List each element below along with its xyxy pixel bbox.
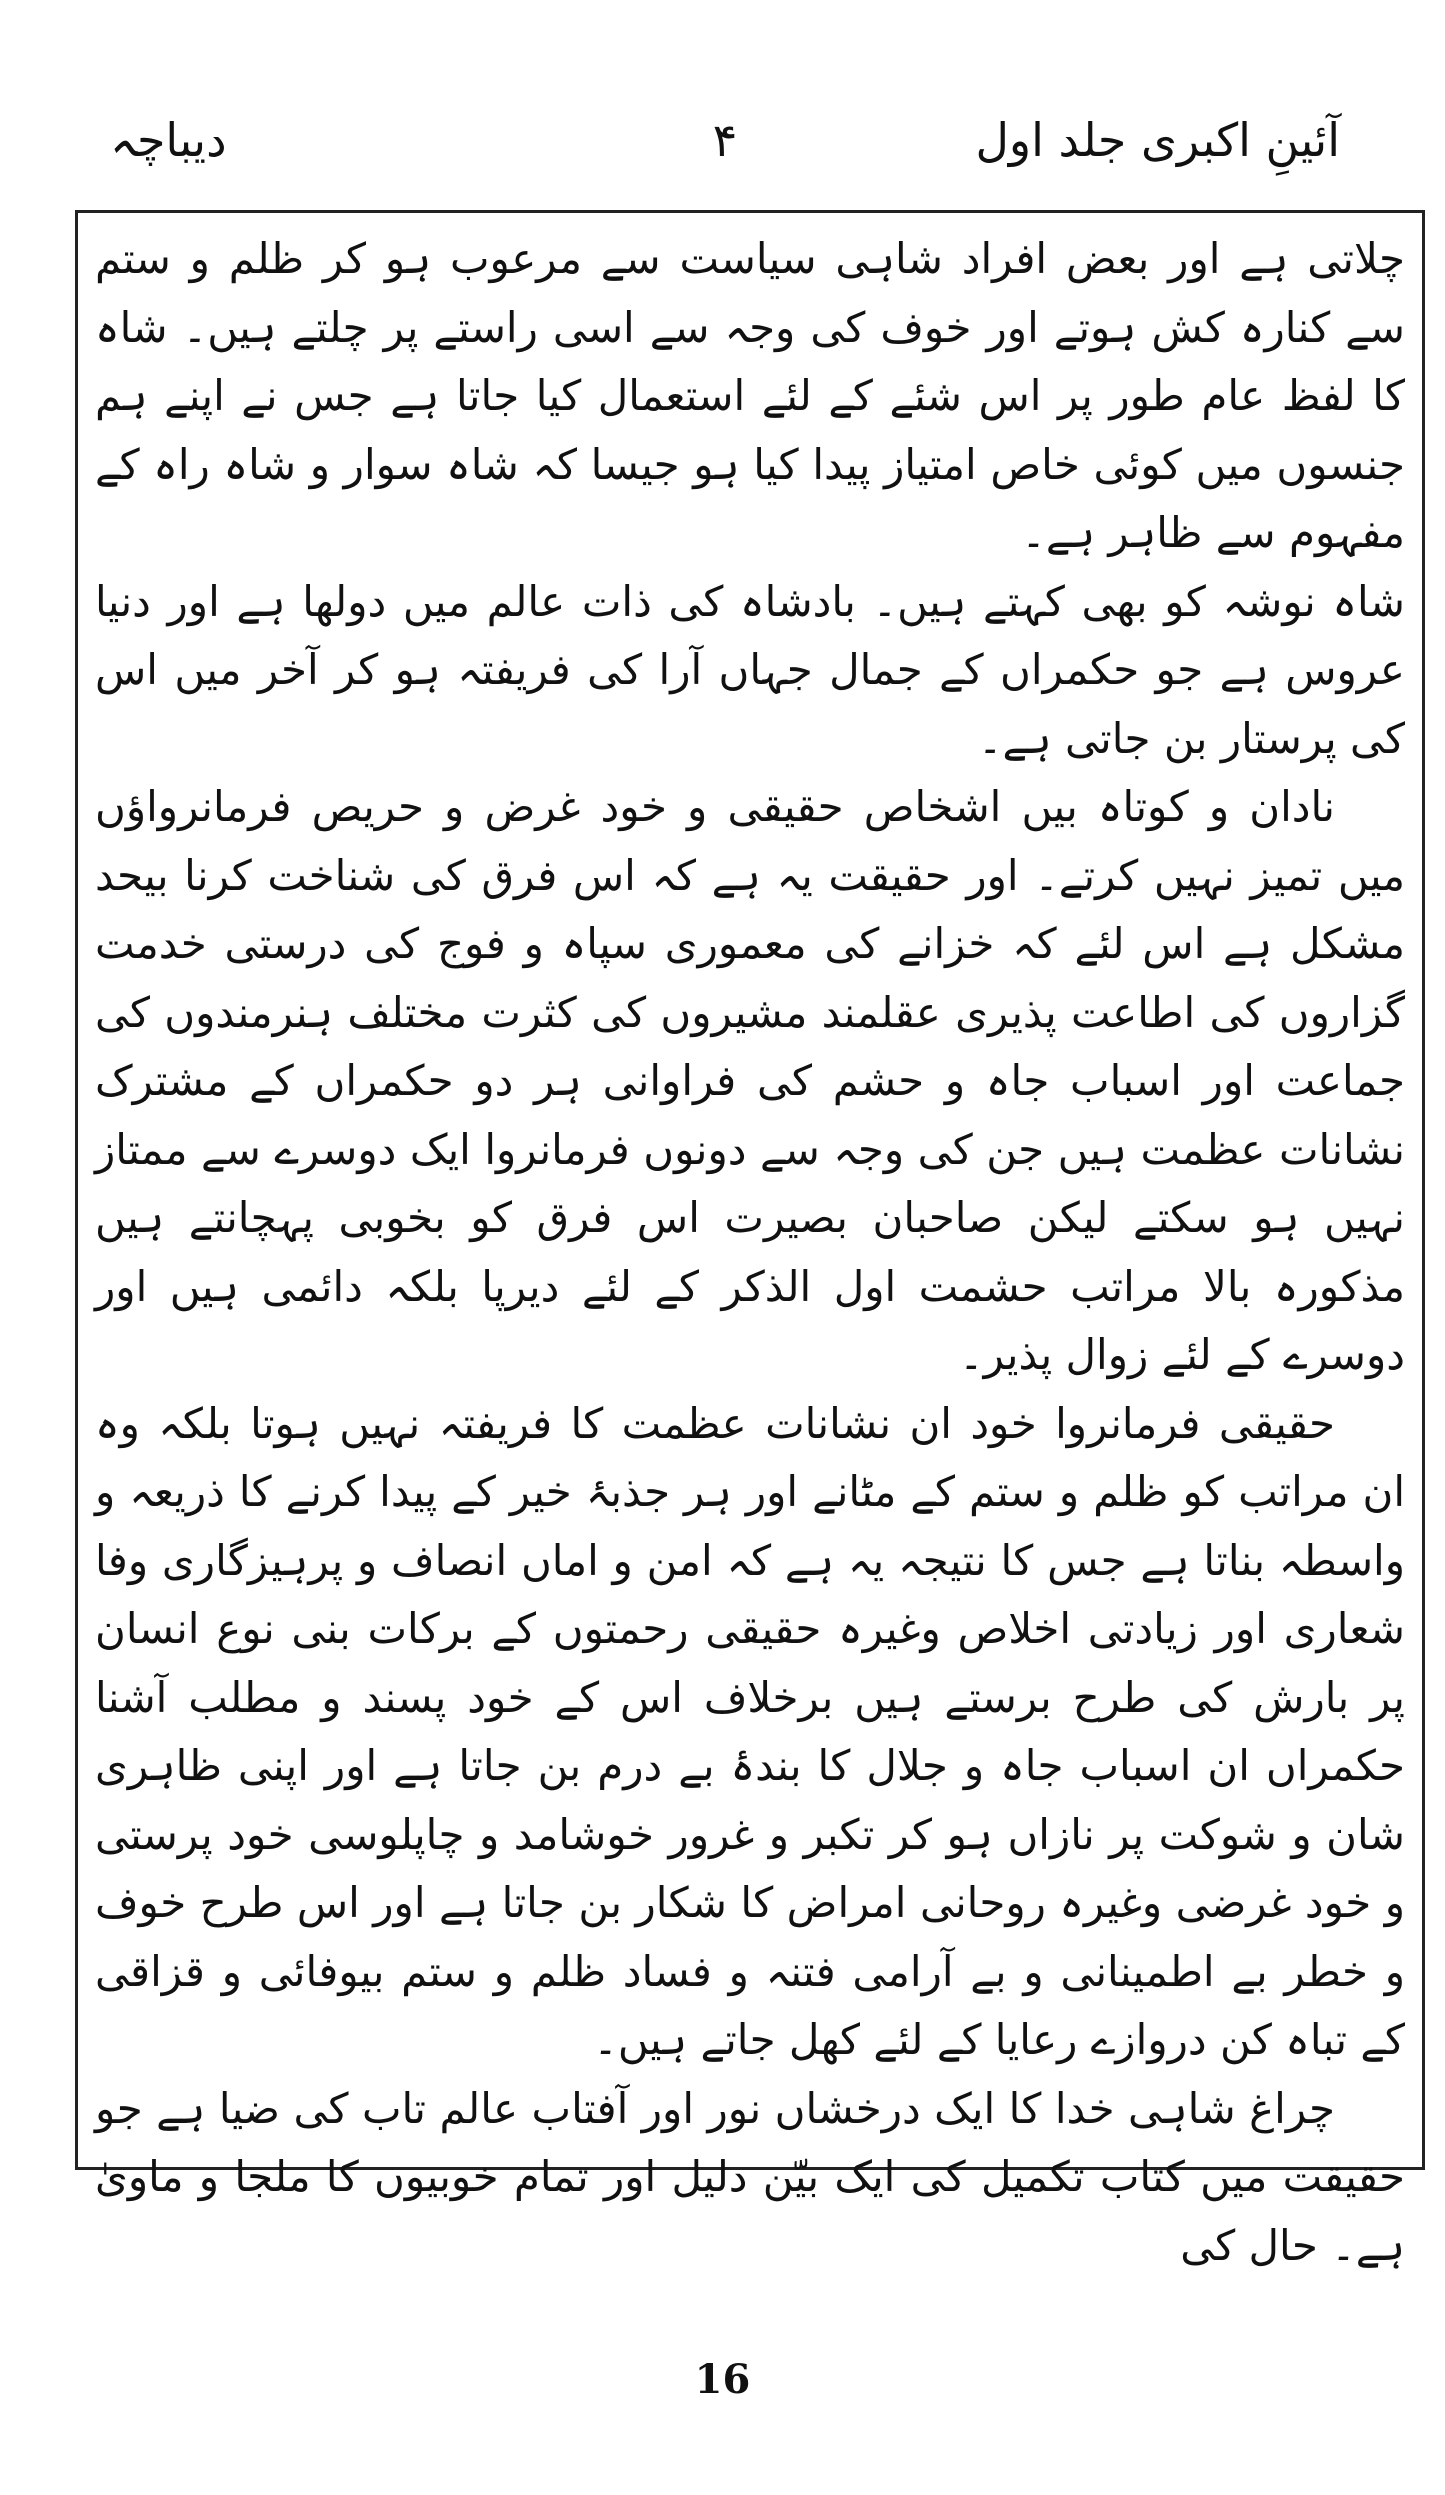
text-body — [95, 225, 1405, 2280]
paragraph-1: چلاتی ہے اور بعض افراد شاہی سیاست سے مرعوب ہو کر ظلم و ستم سے کنارہ کش ہوتے اور خوف کی وجہ سے اسی راستے پر چلتے ہیں۔ شاہ کا لفظ عام طور پر اس شئے کے لئے استعمال کیا جاتا ہے جس نے اپنے ہم جنسوں میں کوئی خاص امتیاز پیدا کیا ہو جیسا کہ شاہ سوار و شاہ راہ کے مفہوم سے ظاہر ہے۔ — [95, 234, 1405, 557]
paragraph-5: چراغ شاہی خدا کا ایک درخشاں نور اور آفتاب عالم تاب کی ضیا ہے جو حقیقت میں کتاب تکمیل کی ایک بیّن دلیل اور تمام خوبیوں کا ملجا و ماویٰ ہے۔ حال کی — [95, 2083, 1405, 2270]
paragraph-3: نادان و کوتاہ بیں اشخاص حقیقی و خود غرض و حریص فرمانرواؤں میں تمیز نہیں کرتے۔ اور حقیقت یہ ہے کہ اس فرق کی شناخت کرنا بیحد مشکل ہے اس لئے کہ خزانے کی معموری سپاہ و فوج کی درستی خدمت گزاروں کی اطاعت پذیری عقلمند مشیروں کی کثرت مختلف ہنرمندوں کی جماعت اور اسباب جاہ و حشم کی فراوانی ہر دو حکمراں کے مشترک نشانات عظمت ہیں جن کی وجہ سے دونوں فرمانروا ایک دوسرے سے ممتاز نہیں ہو سکتے لیکن صاحبان بصیرت اس فرق کو بخوبی پہچانتے ہیں مذکورہ بالا مراتب حشمت اول الذکر کے لئے دیرپا بلکہ دائمی ہیں اور دوسرے کے لئے زوال پذیر۔ — [95, 782, 1405, 1379]
footer-page-number: 16 — [694, 2356, 751, 2403]
book-title: آئینِ اکبری جلد اول — [975, 113, 1340, 167]
paragraph-4: حقیقی فرمانروا خود ان نشانات عظمت کا فریفتہ نہیں ہوتا بلکہ وہ ان مراتب کو ظلم و ستم کے مٹانے اور ہر جذبۂ خیر کے پیدا کرنے کا ذریعہ و واسطہ بناتا ہے جس کا نتیجہ یہ ہے کہ امن و اماں انصاف و پرہیزگاری وفا شعاری اور زیادتی اخلاص وغیرہ حقیقی رحمتوں کے برکات بنی نوع انسان پر بارش کی طرح برستے ہیں برخلاف اس کے خود پسند و مطلب آشنا حکمراں ان اسباب جاہ و جلال کا بندۂ بے درم بن جاتا ہے اور اپنی ظاہری شان و شوکت پر نازاں ہو کر تکبر و غرور خوشامد و چاپلوسی خود پرستی و خود غرضی وغیرہ روحانی امراض کا شکار بن جاتا ہے اور اس طرح خوف و خطر بے اطمینانی و بے آرامی فتنہ و فساد ظلم و ستم بیوفائی و قزاقی کے تباہ کن دروازے رعایا کے لئے کھل جاتے ہیں۔ — [95, 1398, 1405, 2064]
section-title: دیباچہ — [110, 113, 227, 167]
header-page-number: ۴ — [712, 113, 738, 167]
paragraph-2: شاہ نوشہ کو بھی کہتے ہیں۔ بادشاہ کی ذات عالم میں دولھا ہے اور دنیا عروس ہے جو حکمراں کے جمال جہاں آرا کی فریفتہ ہو کر آخر میں اس کی پرستار بن جاتی ہے۔ — [95, 576, 1405, 763]
running-header — [110, 110, 1340, 190]
